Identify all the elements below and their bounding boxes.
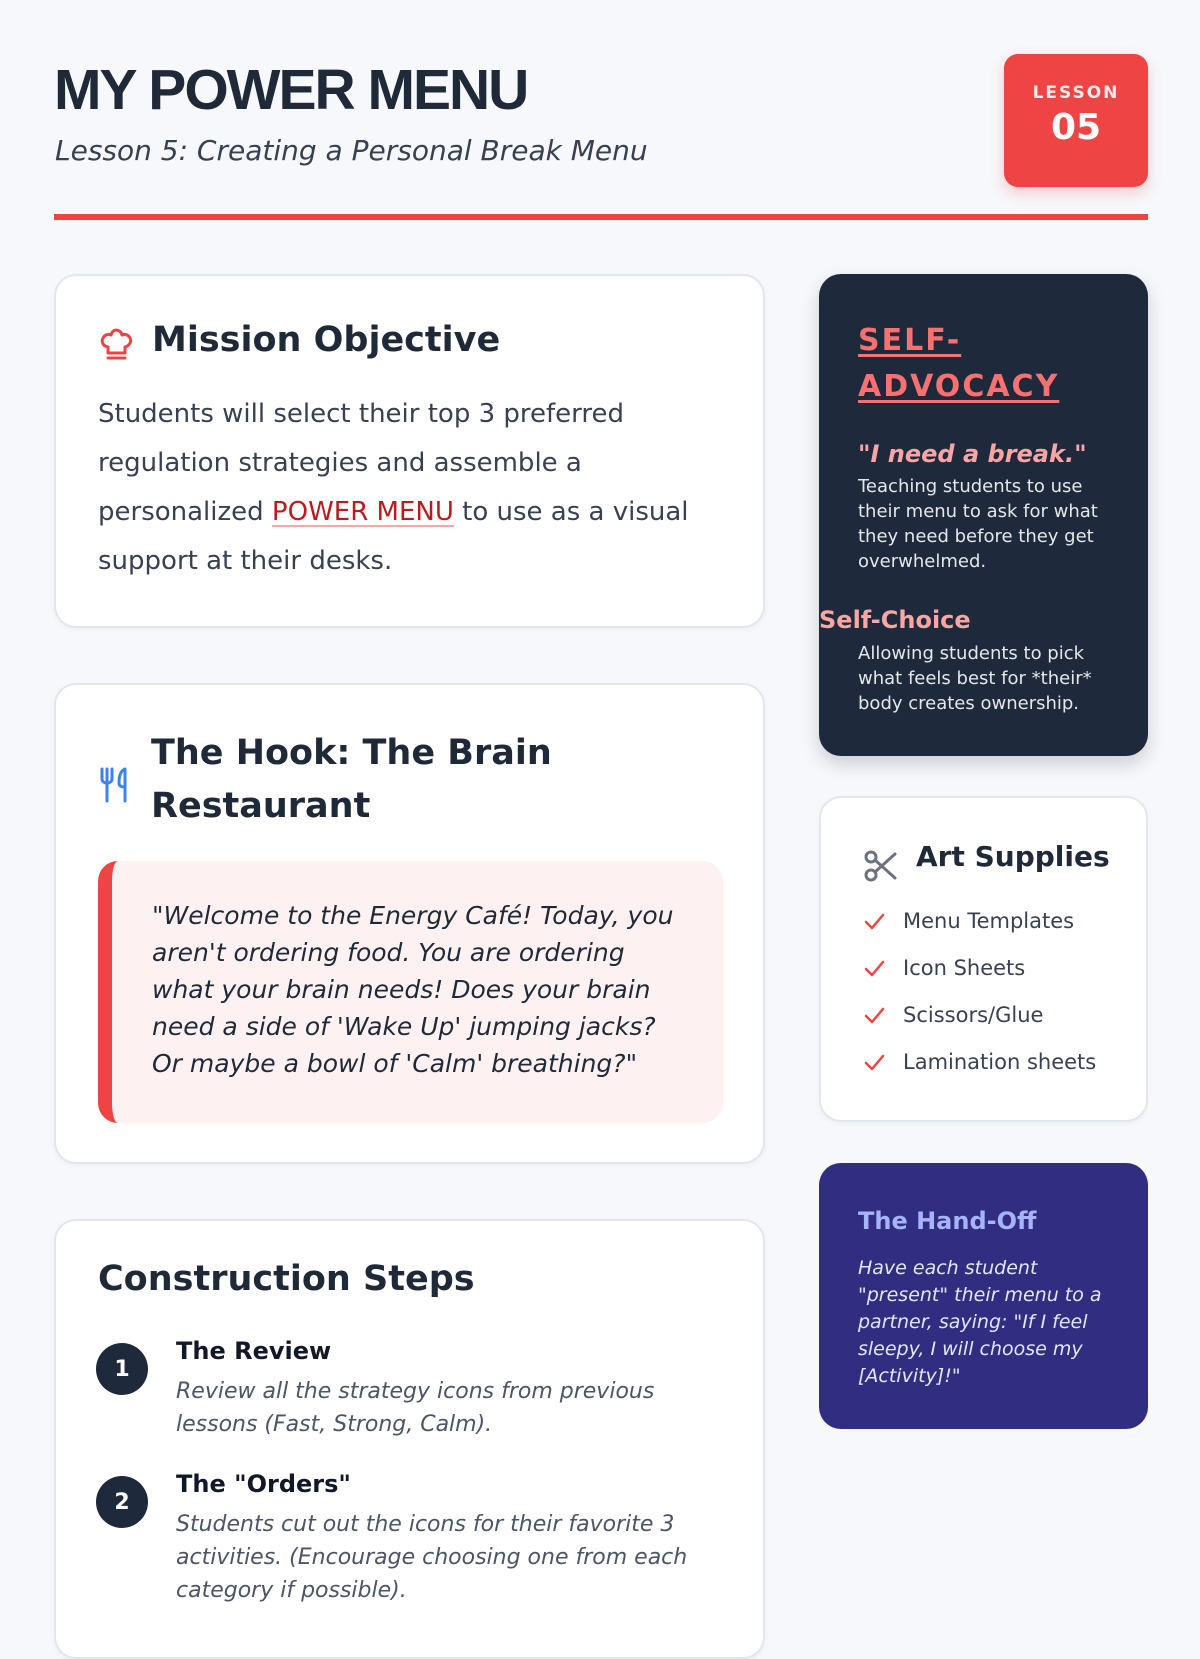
- art-supplies-card: [819, 796, 1148, 1122]
- step-number-badge: 2: [96, 1476, 148, 1528]
- check-icon: [863, 1051, 885, 1081]
- advocacy-paragraph-choice: Allowing students to pick what feels best for *their* body creates ownership.: [858, 643, 1092, 714]
- mission-body-text-end: to use as a visual support at their desks.: [98, 497, 689, 576]
- page-subtitle: Lesson 5: Creating a Personal Break Menu: [55, 134, 648, 167]
- supply-item: [863, 1000, 1096, 1047]
- mission-objective-card: [54, 274, 765, 628]
- self-advocacy-panel: [819, 274, 1148, 756]
- step-title: The Review: [176, 1337, 332, 1365]
- check-icon: [863, 957, 885, 987]
- advocacy-paragraph-break: Teaching students to use their menu to ask for what they need before they get overwhelmed.: [858, 476, 1098, 572]
- lesson-number: 05: [1050, 107, 1102, 148]
- hook-quote: "Welcome to the Energy Café! Today, you aren't ordering food. You are ordering what your brain needs! Does your brain need a side of 'Wake Up' jumping jacks? Or maybe a bowl of 'Calm' breathing?": [98, 861, 723, 1123]
- step-number-badge: 1: [96, 1343, 148, 1395]
- step-description: Review all the strategy icons from previous lessons (Fast, Strong, Calm).: [176, 1379, 655, 1437]
- lesson-badge: [1004, 54, 1148, 187]
- check-icon: [863, 910, 885, 940]
- self-advocacy-title: SELF-ADVOCACY: [858, 323, 1060, 404]
- supply-item-label: Lamination sheets: [903, 1050, 1097, 1074]
- mission-body: [98, 390, 718, 586]
- page-header: [54, 54, 1148, 220]
- supply-item: [863, 953, 1096, 1000]
- supply-item-label: Scissors/Glue: [903, 1003, 1044, 1027]
- lesson-label: LESSON: [1032, 83, 1120, 103]
- check-icon: [863, 1004, 885, 1034]
- hand-off-body: Have each student "present" their menu to a partner, saying: "If I feel sleepy, I will choose my [Activity]!": [858, 1257, 1102, 1387]
- supplies-list: [863, 906, 1096, 1094]
- supply-item-label: Icon Sheets: [903, 956, 1026, 980]
- chef-hat-icon: [98, 326, 134, 366]
- advocacy-subheading-choice: Self-Choice: [819, 606, 971, 634]
- scissors-icon: [863, 848, 899, 888]
- art-supplies-title: Art Supplies: [916, 840, 1110, 873]
- mission-title: Mission Objective: [152, 320, 501, 360]
- hook-card: [54, 683, 765, 1164]
- advocacy-subheading-break: "I need a break.": [858, 440, 1087, 468]
- supply-item: [863, 1047, 1096, 1094]
- step-title: The "Orders": [176, 1470, 351, 1498]
- supply-item: [863, 906, 1096, 953]
- hook-title: The Hook: The Brain Restaurant: [151, 733, 552, 826]
- hand-off-title: The Hand-Off: [858, 1207, 1037, 1235]
- mission-body-text: Students will select their top 3 preferred regulation strategies and assemble a personalized: [98, 399, 625, 527]
- header-divider: [54, 214, 1148, 220]
- step-description: Students cut out the icons for their favorite 3 activities. (Encourage choosing one from each category if possible).: [176, 1512, 688, 1603]
- hand-off-panel: [819, 1163, 1148, 1429]
- steps-title: Construction Steps: [98, 1259, 475, 1299]
- supply-item-label: Menu Templates: [903, 909, 1075, 933]
- page-title: MY POWER MENU: [54, 58, 528, 122]
- utensils-icon: [98, 765, 134, 809]
- power-menu-highlight: POWER MENU: [271, 497, 454, 527]
